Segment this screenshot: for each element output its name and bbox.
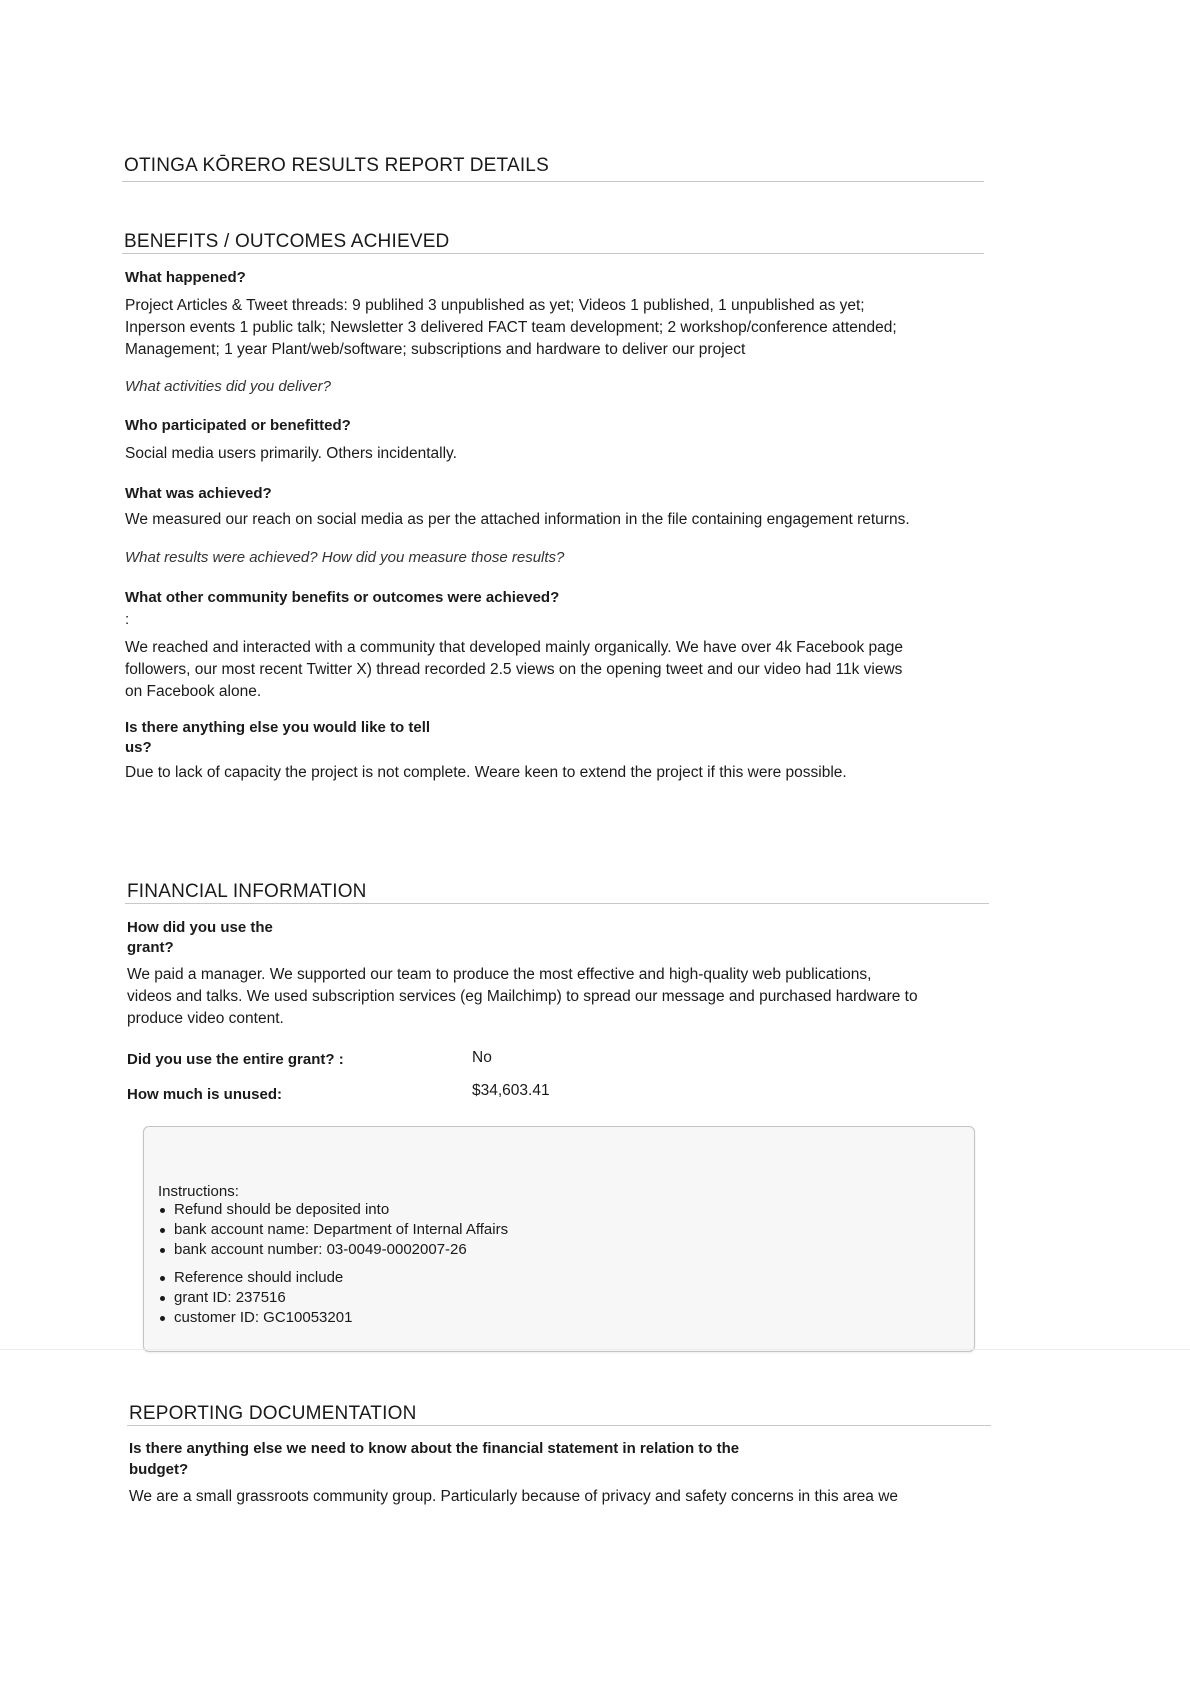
what-achieved-answer: We measured our reach on social media as per the attached information in the file containing engagement returns. [125, 511, 910, 528]
reporting-divider [127, 1425, 991, 1426]
what-happened-answer-line-3: Management; 1 year Plant/web/software; subscriptions and hardware to deliver our project [125, 341, 746, 358]
other-benefits-answer-line-2: followers, our most recent Twitter X) thread recorded 2.5 views on the opening tweet and our video had 11k views [125, 661, 903, 678]
other-benefits-question: What other community benefits or outcomes were achieved? [125, 589, 560, 606]
reporting-question-line-2: budget? [129, 1461, 189, 1478]
benefits-divider [122, 253, 984, 254]
list-item: grant ID: 237516 [158, 1288, 352, 1308]
other-benefits-answer-line-3: on Facebook alone. [125, 683, 262, 700]
report-title: OTINGA KŌRERO RESULTS REPORT DETAILS [124, 155, 549, 176]
unused-label: How much is unused: [127, 1086, 283, 1103]
grant-use-answer-line-3: produce video content. [127, 1010, 284, 1027]
list-item: Reference should include [158, 1268, 352, 1288]
other-benefits-colon: : [125, 611, 130, 628]
deposit-instructions-list [158, 1200, 508, 1260]
anything-else-answer: Due to lack of capacity the project is not complete. Weare keen to extend the project if this were possible. [125, 764, 847, 781]
what-achieved-question: What was achieved? [125, 485, 272, 502]
entire-grant-label: Did you use the entire grant? : [127, 1051, 344, 1068]
financial-divider [125, 903, 989, 904]
grant-use-answer-line-1: We paid a manager. We supported our team to produce the most effective and high-quality web publications, [127, 966, 872, 983]
reporting-answer: We are a small grassroots community group. Particularly because of privacy and safety concerns in this area we [129, 1488, 899, 1505]
what-happened-answer-line-2: Inperson events 1 public talk; Newsletter 3 delivered FACT team development; 2 workshop/conference attended; [125, 319, 897, 336]
what-happened-question: What happened? [125, 269, 246, 286]
entire-grant-value: No [472, 1049, 492, 1066]
grant-use-answer-line-2: videos and talks. We used subscription services (eg Mailchimp) to spread our message and purchased hardware to [127, 988, 918, 1005]
grant-use-question-line-1: How did you use the [127, 919, 273, 936]
list-item: bank account number: 03-0049-0002007-26 [158, 1240, 508, 1260]
who-participated-question: Who participated or benefitted? [125, 417, 351, 434]
grant-use-question-line-2: grant? [127, 939, 174, 956]
financial-heading: FINANCIAL INFORMATION [127, 881, 367, 902]
what-happened-hint: What activities did you deliver? [125, 378, 331, 395]
benefits-heading: BENEFITS / OUTCOMES ACHIEVED [124, 231, 450, 252]
reporting-heading: REPORTING DOCUMENTATION [129, 1403, 417, 1424]
what-happened-answer-line-1: Project Articles & Tweet threads: 9 publihed 3 unpublished as yet; Videos 1 published, 1 unpublished as yet; [125, 297, 865, 314]
instructions-title: Instructions: [158, 1183, 239, 1200]
anything-else-question-line-1: Is there anything else you would like to tell [125, 719, 431, 736]
list-item: bank account name: Department of Internal Affairs [158, 1220, 508, 1240]
reporting-question-line-1: Is there anything else we need to know about the financial statement in relation to the [129, 1440, 740, 1457]
reference-instructions-list [158, 1268, 352, 1328]
other-benefits-answer-line-1: We reached and interacted with a community that developed mainly organically. We have over 4k Facebook page [125, 639, 904, 656]
title-divider [122, 181, 984, 182]
list-item: customer ID: GC10053201 [158, 1308, 352, 1328]
list-item: Refund should be deposited into [158, 1200, 508, 1220]
who-participated-answer: Social media users primarily. Others incidentally. [125, 445, 457, 462]
anything-else-question-line-2: us? [125, 739, 152, 756]
unused-value: $34,603.41 [472, 1082, 550, 1099]
page-scan-edge [0, 1349, 1190, 1350]
what-achieved-hint: What results were achieved? How did you measure those results? [125, 549, 565, 566]
